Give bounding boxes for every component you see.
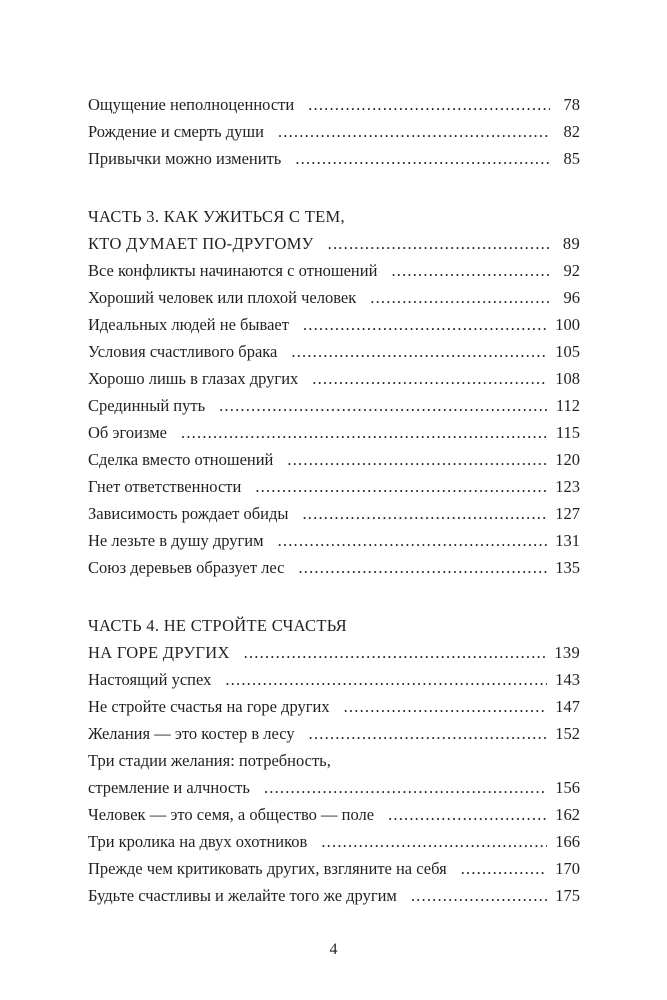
toc-entry-page: 108 <box>555 369 580 388</box>
toc-entry <box>88 91 580 118</box>
part3-entries <box>88 257 580 581</box>
toc-entry-page: 120 <box>555 450 580 469</box>
dot-leader <box>391 257 550 284</box>
dot-leader <box>181 419 548 446</box>
toc-entry-page: 152 <box>555 724 580 743</box>
part4-entries-b <box>88 801 580 909</box>
dot-leader <box>370 284 550 311</box>
toc-entry <box>88 720 580 747</box>
part4-heading <box>88 639 580 666</box>
dot-leader <box>328 230 550 257</box>
toc-entry-page: 96 <box>563 288 580 307</box>
toc-entry-page: 123 <box>555 477 580 496</box>
toc-entry <box>88 118 580 145</box>
toc-entry <box>88 338 580 365</box>
dot-leader <box>411 882 547 909</box>
toc-entry-page: 147 <box>555 697 580 716</box>
dot-leader <box>278 527 548 554</box>
toc-entry-title: Будьте счастливы и желайте того же другим <box>88 886 397 905</box>
toc-entry <box>88 446 580 473</box>
dot-leader <box>303 311 547 338</box>
toc-entry-page: 162 <box>555 805 580 824</box>
toc-entry <box>88 693 580 720</box>
dot-leader <box>225 666 547 693</box>
toc-entry-title: Идеальных людей не бывает <box>88 315 289 334</box>
part3-heading-line1: ЧАСТЬ 3. КАК УЖИТЬСЯ С ТЕМ, <box>88 207 345 226</box>
dot-leader <box>291 338 547 365</box>
dot-leader <box>295 145 550 172</box>
toc-entry-title: Настоящий успех <box>88 670 212 689</box>
toc-entry <box>88 145 580 172</box>
toc-entry-title: Хорошо лишь в глазах других <box>88 369 299 388</box>
toc-entry-page: 131 <box>555 531 580 550</box>
toc-entry-page: 115 <box>555 423 580 442</box>
toc-entry <box>88 257 580 284</box>
dot-leader <box>344 693 548 720</box>
toc-entry-title: Сделка вместо отношений <box>88 450 274 469</box>
dot-leader <box>388 801 547 828</box>
toc-entry-title: Не стройте счастья на горе других <box>88 697 330 716</box>
toc-entry-title: Рождение и смерть души <box>88 122 264 141</box>
toc-entry <box>88 527 580 554</box>
toc-entry <box>88 882 580 909</box>
toc-entry-page: 78 <box>563 95 580 114</box>
page-number: 4 <box>329 941 338 958</box>
toc-entry <box>88 473 580 500</box>
toc-entry-page: 156 <box>555 778 580 797</box>
toc-entry <box>88 365 580 392</box>
toc-entry-page: 92 <box>563 261 580 280</box>
toc-entry-page: 82 <box>563 122 580 141</box>
toc-entry-page: 105 <box>555 342 580 361</box>
toc-entry-page: 85 <box>563 149 580 168</box>
toc-entry <box>88 500 580 527</box>
toc-entry-page: 175 <box>555 886 580 905</box>
toc-entry <box>88 311 580 338</box>
toc-entry-page: 100 <box>555 315 580 334</box>
toc-entry-title: Условия счастливого брака <box>88 342 278 361</box>
table-of-contents <box>88 91 580 909</box>
wrapped-entry-line1: Три стадии желания: потребность, <box>88 751 331 770</box>
toc-entry <box>88 284 580 311</box>
toc-entry <box>88 419 580 446</box>
part4-heading-line1: ЧАСТЬ 4. НЕ СТРОЙТЕ СЧАСТЬЯ <box>88 616 347 635</box>
toc-entry-title: Все конфликты начинаются с отношений <box>88 261 378 280</box>
toc-entry-page: 166 <box>555 832 580 851</box>
toc-entry-title: Зависимость рождает обиды <box>88 504 289 523</box>
toc-entry-title: Привычки можно изменить <box>88 149 282 168</box>
dot-leader <box>461 855 548 882</box>
dot-leader <box>308 91 550 118</box>
dot-leader <box>321 828 547 855</box>
toc-entry <box>88 774 580 801</box>
toc-entry-title: Не лезьте в душу другим <box>88 531 264 550</box>
toc-entry-title: Желания — это костер в лесу <box>88 724 295 743</box>
toc-entry-page: 127 <box>555 504 580 523</box>
part3-heading-page: 89 <box>562 234 580 253</box>
part4-heading-line2: НА ГОРЕ ДРУГИХ <box>88 643 230 662</box>
toc-part4-section <box>88 612 580 909</box>
dot-leader <box>302 500 547 527</box>
toc-entry <box>88 855 580 882</box>
dot-leader <box>312 365 547 392</box>
toc-entry-title: Три кролика на двух охотников <box>88 832 308 851</box>
toc-entry-title: Срединный путь <box>88 396 206 415</box>
toc-entry-title: Хороший человек или плохой человек <box>88 288 357 307</box>
toc-entry-title: Гнет ответственности <box>88 477 242 496</box>
dot-leader <box>244 639 547 666</box>
dot-leader <box>264 774 547 801</box>
dot-leader <box>255 473 547 500</box>
toc-entry-title: Ощущение неполноценности <box>88 95 295 114</box>
toc-entry <box>88 554 580 581</box>
toc-entry-title: Человек — это семя, а общество — поле <box>88 805 375 824</box>
toc-entry <box>88 801 580 828</box>
toc-entry-title: Союз деревьев образует лес <box>88 558 285 577</box>
dot-leader <box>278 118 550 145</box>
part4-heading-page: 139 <box>554 643 580 662</box>
part4-entries-a <box>88 666 580 747</box>
toc-entry-title: Прежде чем критиковать других, взгляните на себя <box>88 859 447 878</box>
part3-heading <box>88 230 580 257</box>
dot-leader <box>287 446 547 473</box>
toc-entry <box>88 828 580 855</box>
toc-entry-title: Об эгоизме <box>88 423 168 442</box>
toc-entry-page: 170 <box>555 859 580 878</box>
dot-leader <box>309 720 548 747</box>
wrapped-entry-line2: стремление и алчность <box>88 778 250 797</box>
part3-heading-line2: КТО ДУМАЕТ ПО-ДРУГОМУ <box>88 234 314 253</box>
dot-leader <box>219 392 548 419</box>
dot-leader <box>298 554 547 581</box>
toc-part3-section <box>88 203 580 581</box>
toc-entry-page: 112 <box>555 396 580 415</box>
toc-intro-section <box>88 91 580 172</box>
toc-entry-page: 135 <box>555 558 580 577</box>
toc-entry <box>88 666 580 693</box>
toc-entry-page: 143 <box>555 670 580 689</box>
toc-entry <box>88 392 580 419</box>
